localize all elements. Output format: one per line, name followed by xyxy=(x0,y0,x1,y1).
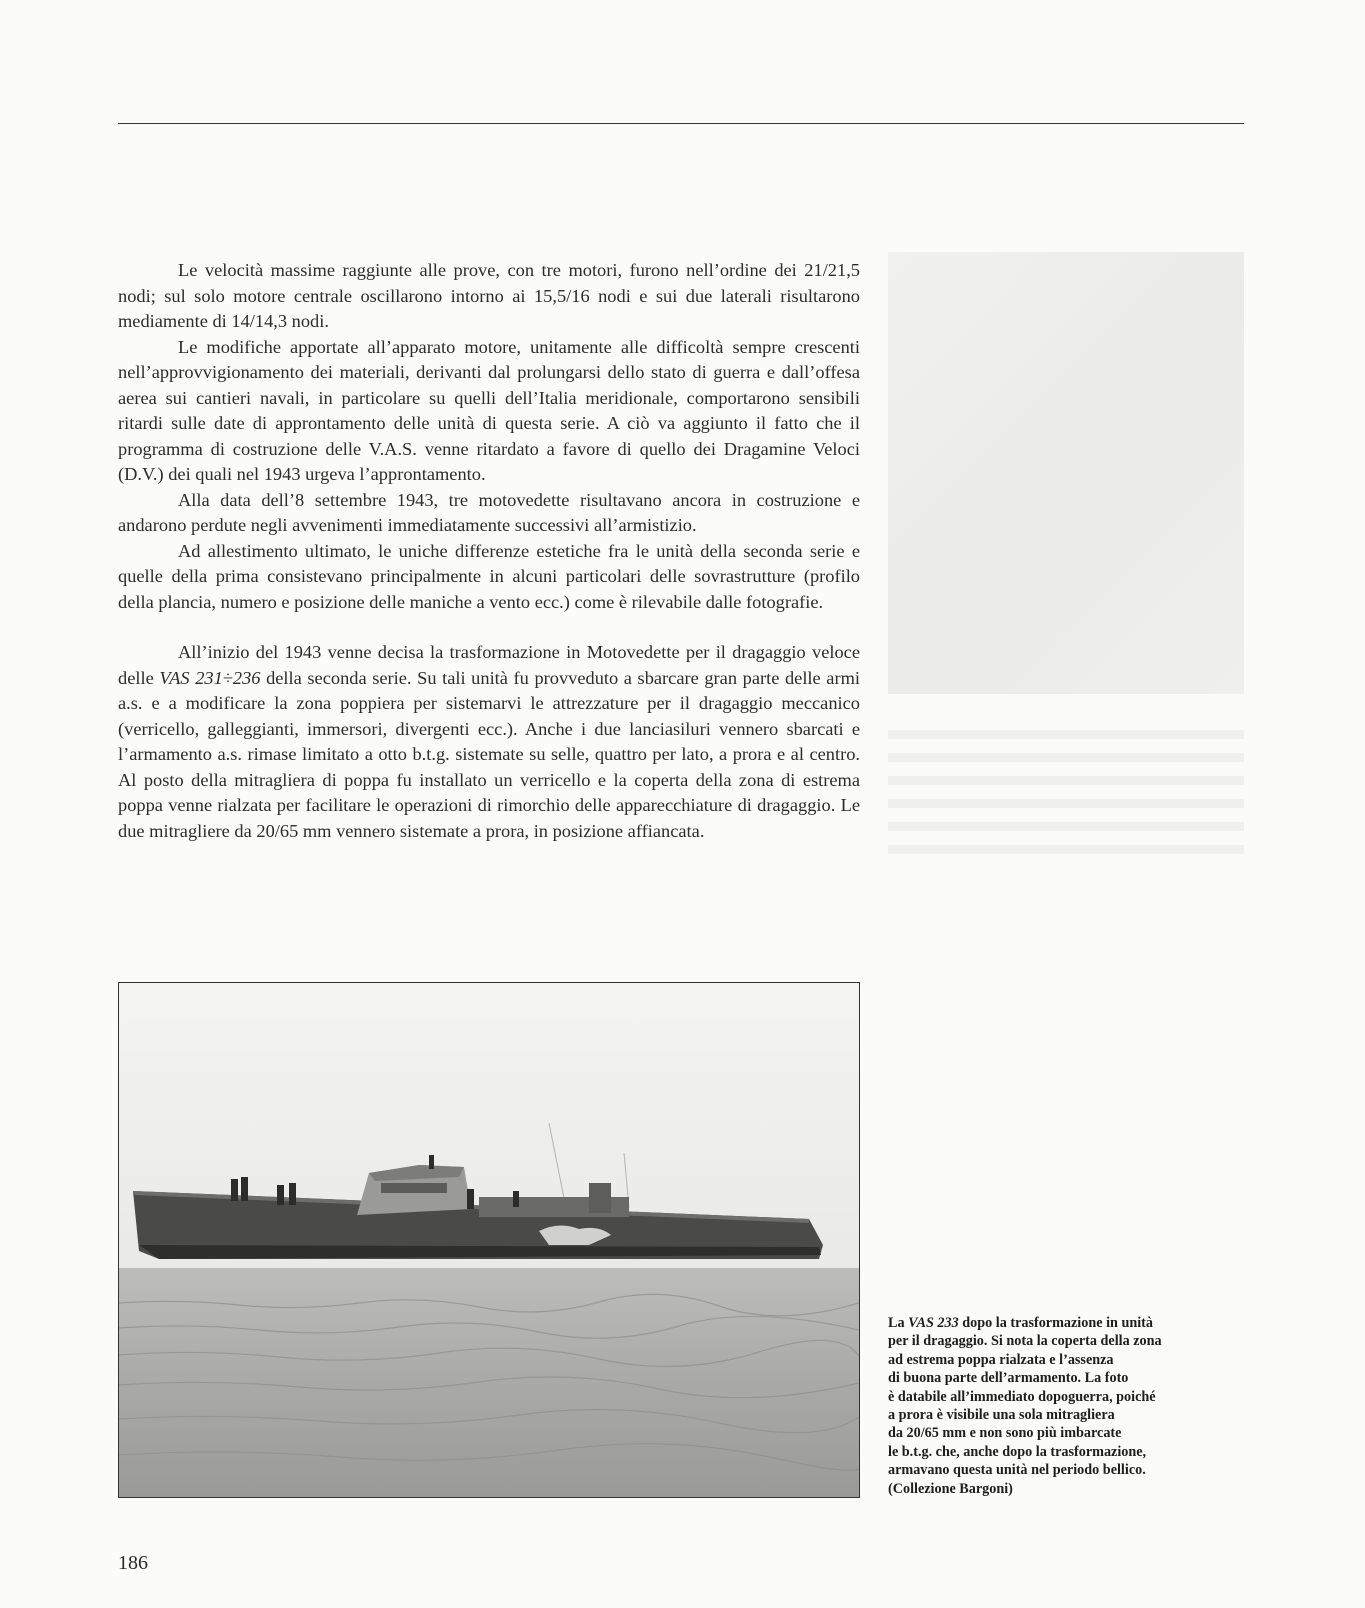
header-rule xyxy=(118,123,1244,124)
caption-line: le b.t.g. che, anche dopo la trasformazione, xyxy=(888,1443,1147,1460)
caption-line: è databile all’immediato dopoguerra, poiché xyxy=(888,1388,1156,1405)
paragraph: Ad allestimento ultimato, le uniche differenze estetiche fra le unità della seconda serie e quelle della prima consistevano principalmente in alcuni particolari delle sovrastrutture (profilo della plancia, numero e posizione delle maniche a vento ecc.) come è rilevabile dalle fotografie. xyxy=(118,540,860,612)
photo-caption xyxy=(888,1314,1250,1498)
vessel-name: VAS 233 xyxy=(908,1315,959,1331)
vessel-range: VAS 231÷236 xyxy=(159,667,261,688)
paragraph xyxy=(118,640,860,844)
show-through-photo xyxy=(888,252,1244,694)
paragraph: Le modifiche apportate all’apparato motore, unitamente alle difficoltà sempre crescenti nell’approvvigionamento dei materiali, derivanti dal prolungarsi dello stato di guerra e dall’offesa aerea sui cantieri navali, in particolare su quelli dell’Italia meridionale, comportarono sensibili ritardi sulle date di approntamento delle unità di questa serie. A ciò va aggiunto il fatto che il programma di costruzione delle V.A.S. venne ritardato a favore di quello dei Dragamine Veloci (D.V.) dei quali nel 1943 urgeva l’approntamento. xyxy=(118,336,860,484)
page-number: 186 xyxy=(118,1552,148,1574)
paragraph-text: della seconda serie. Su tali unità fu provveduto a sbarcare gran parte delle armi a.s. e a modificare la zona poppiera per sistemarvi le attrezzature per il dragaggio meccanico (verricello, galleggianti, immersori, divergenti ecc.). Anche i due lanciasiluri vennero sbarcati e l’armamento a.s. rimase limitato a otto b.t.g. sistemate su selle, quattro per lato, a prora e al centro. Al posto della mitragliera di poppa fu installato un verricello e la coperta della zona di estrema poppa venne rialzata per facilitare le operazioni di rimorchio delle apparecchiature di dragaggio. Le due mitragliere da 20/65 mm vennero sistemate a prora, in posizione affiancata. xyxy=(118,667,860,841)
show-through-text xyxy=(888,730,1244,868)
paragraph-text: All’inizio del 1943 venne decisa la trasformazione in Motovedette per il dragaggio veloce delle xyxy=(118,642,860,688)
caption-line: La VAS 233 dopo la trasformazione in unità xyxy=(888,1315,1153,1331)
caption-line: da 20/65 mm e non sono più imbarcate xyxy=(888,1425,1122,1442)
paragraph: Le velocità massime raggiunte alle prove, con tre motori, furono nell’ordine dei 21/21,5 nodi; sul solo motore centrale oscillarono intorno ai 15,5/16 nodi e sui due laterali risultarono mediamente di 14/14,3 nodi. xyxy=(118,260,860,331)
caption-line: a prora è visibile una sola mitragliera xyxy=(888,1407,1115,1424)
caption-line: ad estrema poppa rialzata e l’assenza xyxy=(888,1351,1114,1368)
caption-line: armavano questa unità nel periodo bellico. xyxy=(888,1462,1146,1479)
caption-line: di buona parte dell’armamento. La foto xyxy=(888,1370,1129,1387)
photo-image xyxy=(119,983,859,1497)
photo-vas-233 xyxy=(118,982,860,1498)
body-text xyxy=(118,258,860,844)
paragraph: Alla data dell’8 settembre 1943, tre motovedette risultavano ancora in costruzione e andarono perdute negli avvenimenti immediatamente successivi all’armistizio. xyxy=(118,489,860,535)
caption-line: per il dragaggio. Si nota la coperta della zona xyxy=(888,1333,1162,1350)
caption-credit: (Collezione Bargoni) xyxy=(888,1480,1013,1497)
